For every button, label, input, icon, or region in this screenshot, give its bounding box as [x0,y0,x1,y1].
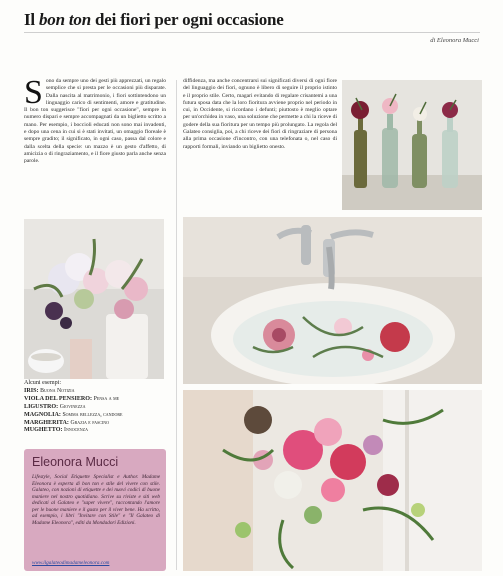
column-2-text: diffidenza, ma anche concentrarsi sui significati diversi di ogni fiore del linguaggio dei fiori, ognuno è libero di seguire il proprio istinto e il proprio stile. Certo, magari evitando di regalare crisantemi a una futura sposa data che la loro fioritura avviene proprio nel periodo in cui, in Occidente, si ricordano i defunti; piuttosto è meglio optare per un'orchidea in vaso, una soluzione che permette a chi la riceve di godere della sua fioritura per un tempo più prolungato. La regola del Galateo consiglia, poi, a chi riceve dei fiori di ringraziare di persona alla prima occasione d'incontro, con una telefonata o, nel caso di rapporti formali, inviando un biglietto onesto. [183,78,337,150]
column-1-body: ono da sempre uno dei gesti più apprezzati, un regalo semplice che si presta per le occasioni più disparate. Dalla nascita al matrimonio, i fiori sottintendono un linguaggio carico di sentimenti, amore e gratitudine. Il bon ton suggerisce "fiori per ogni occasione", sempre in numero dispari e sempre accompagnati da un biglietto scritto a mano. Per esempio, i boccioli educati non sono mai invadenti, e dopo una cena in cui si è stati invitati, un omaggio floreale è sempre gradito; il significato, in ogni caso, passa dal colore e dalla scelta della specie: un mazzo è un gesto d'affetto, di amicizia o di ringraziamento, e il fiore giusto parla anche senza parole. [24,78,166,165]
column-1-text [24,74,166,166]
example-item: MARGHERITA: Grazia e fascino [24,419,110,426]
byline: di Eleonora Mucci [430,37,479,44]
author-box [24,449,166,571]
dropcap: S [24,74,43,111]
examples-heading: Alcuni esempi: [24,380,62,386]
title-pre: Il [24,10,39,29]
title-rule [24,32,480,33]
example-item: MUGHETTO: Innocenza [24,427,88,434]
bottles-photo [342,80,482,210]
author-name: Eleonora Mucci [32,455,119,469]
title-italic: bon ton [39,10,91,29]
bouquet-photo [24,219,164,379]
example-item: LIGUSTRO: Giovinezza [24,403,86,410]
author-website-link[interactable]: www.ilgalateodimadameleonora.com [32,560,110,566]
column-divider [176,80,177,570]
example-item: MAGNOLIA: Somma bellezza, candore [24,411,123,418]
examples-list [24,380,174,435]
article-title [24,10,484,30]
author-bio: Lifestyle, Social Etiquette Specialist e Author. Madame Eleonora è esperta di bon ton e stile del vivere con stile. Galateo, con nozioni di etiquette e dei nuovi codici di buone maniere nel nostro quotidiano. Scrive su riviste e siti web dedicati al Galateo e "saper vivere", raccontando l'amore per le buone maniere e il gusto per il viver bene. Ha scritto, ad esempio, i libri "Invitare con Stile" e "Il Galateo di Madame Eleonora", editi da Mondadori Edizioni. [32,474,160,526]
example-item: VIOLA DEL PENSIERO: Pensa a me [24,395,120,402]
sink-photo [183,217,482,384]
example-item: IRIS: Buona Notizia [24,387,75,394]
wild-bouquet-photo [183,390,482,571]
title-post: dei fiori per ogni occasione [90,10,284,29]
